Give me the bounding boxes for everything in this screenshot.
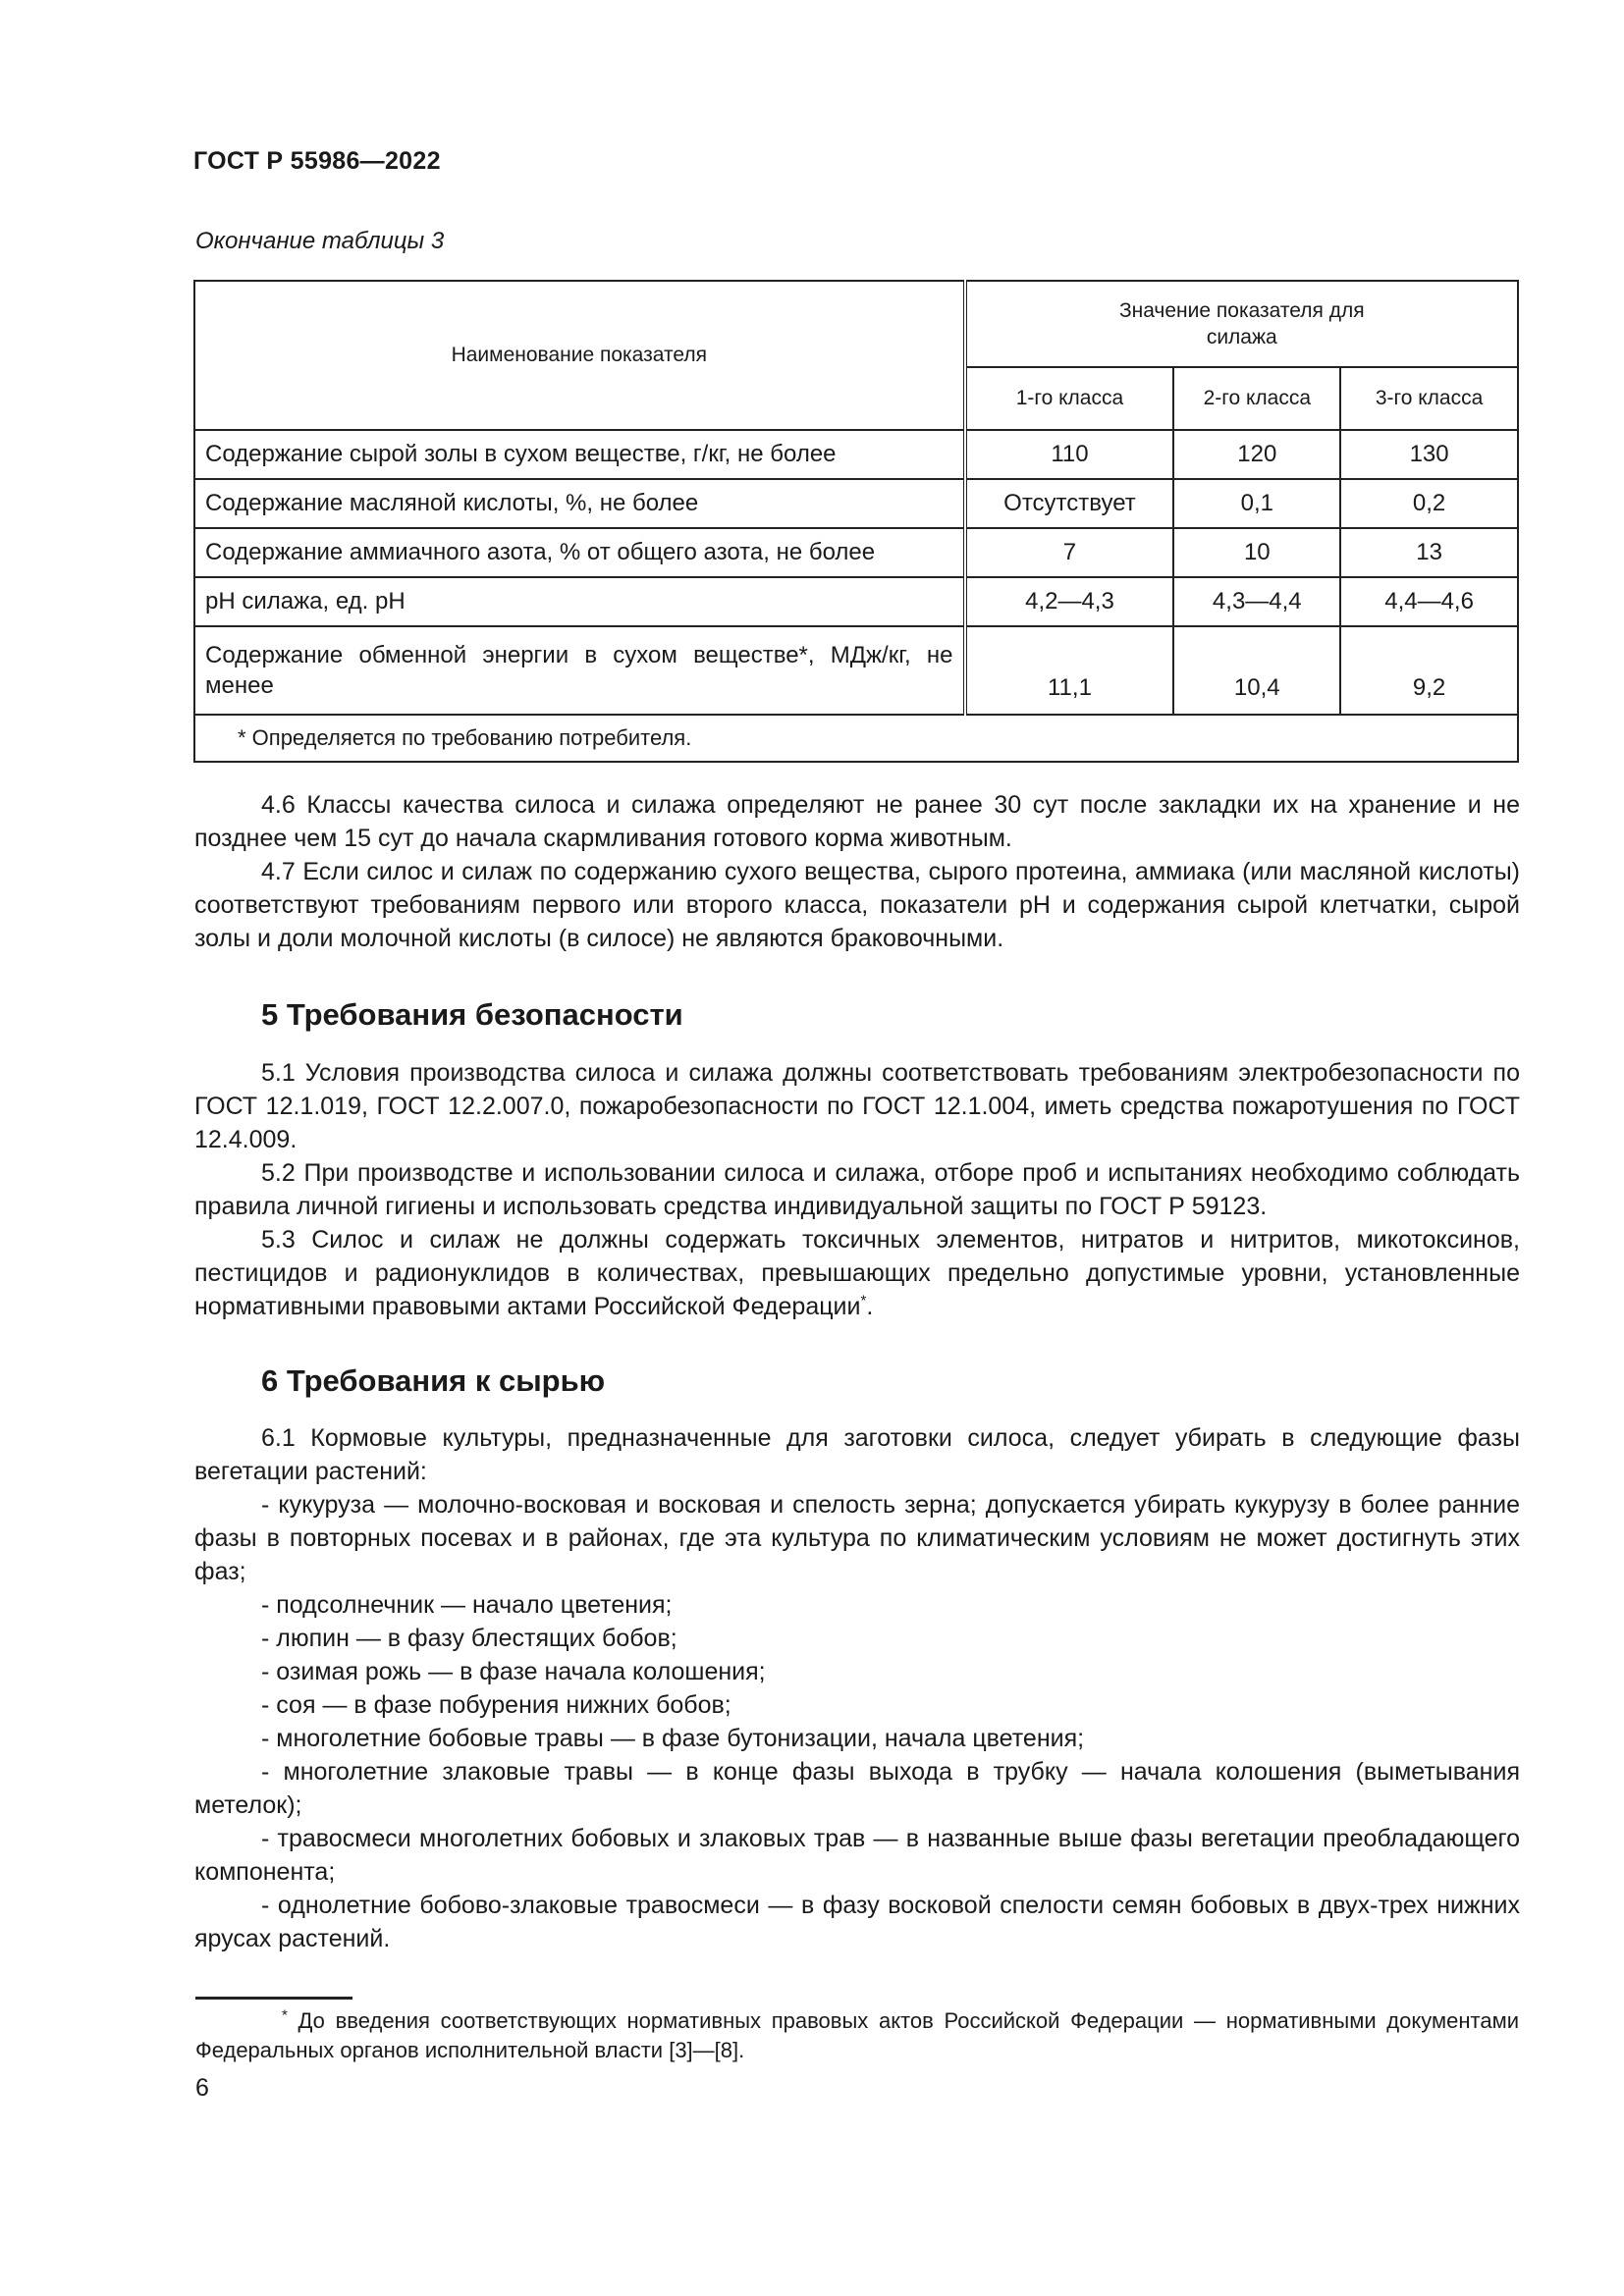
paragraph-6-1: 6.1 Кормовые культуры, предназначенные для заготовки силоса, следует убирать в следующие фазы вегетации растений:: [194, 1424, 1520, 1485]
cell-class-2: 10: [1173, 528, 1340, 577]
list-item: - озимая рожь — в фазе начала колошения;: [261, 1658, 766, 1685]
section-5-heading: 5 Требования безопасности: [261, 997, 683, 1032]
list-item: - соя — в фазе побурения нижних бобов;: [261, 1691, 731, 1719]
cell-class-3: 13: [1340, 528, 1518, 577]
list-item: - подсолнечник — начало цветения;: [261, 1591, 673, 1619]
list-item: - кукуруза — молочно-восковая и восковая и спелость зерна; допускается убирать кукурузу в более ранние фазы в повторных посевах и в районах, где эта культура по климатическим условиям не может достигнуть этих фаз;: [194, 1491, 1520, 1585]
column-header-group-label: Значение показателя для силажа: [1118, 299, 1365, 348]
footnote-mark: *: [860, 1292, 867, 1309]
cell-class-3: 130: [1340, 430, 1518, 479]
row-name: Содержание масляной кислоты, %, не более: [194, 479, 965, 528]
table-row: [194, 430, 1518, 479]
table-row: [194, 577, 1518, 626]
table-row: [194, 626, 1518, 715]
column-header-class-1: 1-го класса: [965, 367, 1174, 430]
column-header-class-3: 3-го класса: [1340, 367, 1518, 430]
cell-class-3: 0,2: [1340, 479, 1518, 528]
row-name: Содержание обменной энергии в сухом веществе*, МДж/кг, не менее: [194, 626, 965, 715]
cell-class-3: 9,2: [1340, 626, 1518, 715]
row-name: Содержание сырой золы в сухом веществе, г/кг, не более: [194, 430, 965, 479]
list-item: - однолетние бобово-злаковые травосмеси — в фазу восковой спелости семян бобовых в двух-трех нижних ярусах растений.: [194, 1892, 1520, 1952]
row-name: Содержание аммиачного азота, % от общего азота, не более: [194, 528, 965, 577]
paragraph-5-3-end: .: [866, 1293, 874, 1320]
paragraph-4-6: 4.6 Классы качества силоса и силажа определяют не ранее 30 сут после закладки их на хранение и не позднее чем 15 сут до начала скармливания готового корма животным.: [194, 791, 1520, 852]
list-item: - многолетние бобовые травы — в фазе бутонизации, начала цветения;: [261, 1725, 1085, 1752]
cell-class-1: 7: [965, 528, 1174, 577]
section-6-body: [194, 1421, 1520, 1955]
cell-class-1: 110: [965, 430, 1174, 479]
section-4-tail: [194, 788, 1520, 955]
table-row: [194, 528, 1518, 577]
list-item: - травосмеси многолетних бобовых и злаковых трав — в названные выше фазы вегетации преобладающего компонента;: [194, 1825, 1520, 1886]
footnote: [195, 2006, 1519, 2065]
page-number: 6: [195, 2074, 209, 2102]
document-code: ГОСТ Р 55986—2022: [193, 147, 441, 175]
table-row: [194, 479, 1518, 528]
cell-class-1: Отсутствует: [965, 479, 1174, 528]
paragraph-4-7: 4.7 Если силос и силаж по содержанию сухого вещества, сырого протеина, аммиака (или масляной кислоты) соответствуют требованиям первого или второго класса, показатели рН и содержания сырой клетчатки, сырой золы и доли молочной кислоты (в силосе) не являются браковочными.: [194, 858, 1520, 952]
list-item: - многолетние злаковые травы — в конце фазы выхода в трубку — начала колошения (выметывания метелок);: [194, 1758, 1520, 1819]
table-caption: Окончание таблицы 3: [195, 228, 445, 254]
column-header-name: Наименование показателя: [194, 281, 965, 430]
cell-class-2: 10,4: [1173, 626, 1340, 715]
footnote-separator: [195, 1997, 352, 2000]
column-header-class-2: 2-го класса: [1173, 367, 1340, 430]
column-header-group: [965, 281, 1518, 367]
table-note: * Определяется по требованию потребителя.: [194, 715, 1518, 762]
cell-class-2: 0,1: [1173, 479, 1340, 528]
paragraph-5-2: 5.2 При производстве и использовании силоса и силажа, отборе проб и испытаниях необходимо соблюдать правила личной гигиены и использовать средства индивидуальной защиты по ГОСТ Р 59123.: [194, 1159, 1520, 1220]
list-item: - люпин — в фазу блестящих бобов;: [261, 1625, 677, 1652]
section-6-heading: 6 Требования к сырью: [261, 1363, 606, 1398]
paragraph-5-3: [194, 1223, 1520, 1323]
footnote-marker: *: [282, 2006, 288, 2024]
cell-class-3: 4,4—4,6: [1340, 577, 1518, 626]
table-3: [193, 280, 1519, 763]
cell-class-1: 11,1: [965, 626, 1174, 715]
row-name: рН силажа, ед. рН: [194, 577, 965, 626]
cell-class-2: 120: [1173, 430, 1340, 479]
cell-class-1: 4,2—4,3: [965, 577, 1174, 626]
paragraph-5-3-text: 5.3 Силос и силаж не должны содержать токсичных элементов, нитратов и нитритов, микотоксинов, пестицидов и радионуклидов в количествах, превышающих предельно допустимые уровни, установленные нормативными правовыми актами Российской Федерации: [194, 1226, 1520, 1320]
paragraph-5-1: 5.1 Условия производства силоса и силажа должны соответствовать требованиям электробезопасности по ГОСТ 12.1.019, ГОСТ 12.2.007.0, пожаробезопасности по ГОСТ 12.1.004, иметь средства пожаротушения по ГОСТ 12.4.009.: [194, 1059, 1520, 1153]
section-5-body: [194, 1056, 1520, 1323]
footnote-text: До введения соответствующих нормативных правовых актов Российской Федерации — нормативными документами Федеральных органов исполнительной власти [3]—[8].: [195, 2008, 1519, 2062]
cell-class-2: 4,3—4,4: [1173, 577, 1340, 626]
